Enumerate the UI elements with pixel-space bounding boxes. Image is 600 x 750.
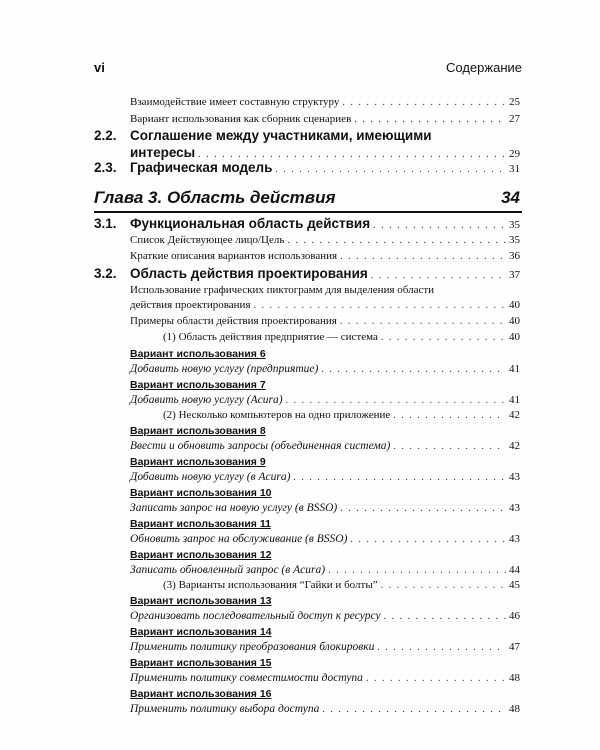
use-case-title: Обновить запрос на обслуживание (в BSSO) (130, 533, 348, 545)
section-title-line1: Соглашение между участниками, имеющими (130, 128, 432, 143)
leader-dots (381, 332, 506, 343)
toc-entry-page: 36 (509, 250, 520, 262)
use-case-page: 44 (509, 564, 520, 576)
toc-section-2-2[interactable] (0, 128, 600, 143)
leader-dots (384, 611, 506, 622)
toc-entry-page: 35 (509, 234, 520, 246)
leader-dots (198, 149, 506, 160)
use-case-number: Вариант использования 10 (130, 487, 272, 499)
toc-entry[interactable] (0, 315, 600, 327)
use-case-page: 48 (509, 672, 520, 684)
toc-entry-title: (2) Несколько компьютеров на одно приложение (163, 409, 391, 421)
toc-entry-title: Вариант использования как сборник сценариев (130, 113, 352, 125)
toc-entry-page: 27 (509, 113, 520, 125)
leader-dots (340, 503, 506, 514)
use-case-page: 42 (509, 440, 520, 452)
use-case-number: Вариант использования 9 (130, 456, 266, 468)
use-case-label (0, 595, 600, 607)
leader-dots (321, 364, 506, 375)
chapter-title: Глава 3. Область действия (94, 188, 336, 207)
use-case-page: 43 (509, 533, 520, 545)
use-case-label (0, 348, 600, 360)
toc-entry-page: 40 (509, 299, 520, 311)
use-case-number: Вариант использования 16 (130, 688, 272, 700)
use-case-title: Записать обновленный запрос (в Acura) (130, 564, 326, 576)
use-case-entry[interactable] (0, 703, 600, 715)
use-case-title: Организовать последовательный доступ к ресурсу (130, 610, 381, 622)
leader-dots (350, 534, 506, 545)
use-case-page: 41 (509, 363, 520, 375)
section-number: 2.2. (94, 128, 117, 143)
leader-dots (322, 704, 506, 715)
leader-dots (373, 220, 506, 231)
use-case-label (0, 657, 600, 669)
toc-entry[interactable] (0, 331, 600, 343)
use-case-title: Добавить новую услугу (предприятие) (130, 363, 319, 375)
leader-dots (287, 235, 506, 246)
use-case-entry[interactable] (0, 363, 600, 375)
leader-dots (377, 642, 506, 653)
leader-dots (393, 410, 506, 421)
section-page: 29 (509, 148, 520, 160)
section-number: 3.2. (94, 266, 117, 281)
toc-entry[interactable] (0, 96, 600, 108)
toc-entry-title: Примеры области действия проектирования (130, 315, 337, 327)
toc-entry-title: Взаимодействие имеет составную структуру (130, 96, 340, 108)
use-case-number: Вариант использования 8 (130, 425, 266, 437)
toc-entry-title: Использование графических пиктограмм для выделения области (130, 284, 435, 296)
use-case-entry[interactable] (0, 394, 600, 406)
use-case-page: 43 (509, 502, 520, 514)
use-case-number: Вариант использования 15 (130, 657, 272, 669)
use-case-title: Применить политику совместимости доступа (130, 672, 363, 684)
use-case-title: Применить политику выбора доступа (130, 703, 320, 715)
toc-entry[interactable] (0, 250, 600, 262)
toc-section-3-1[interactable] (0, 216, 600, 231)
leader-dots (354, 114, 506, 125)
toc-entry-title: действия проектирования (130, 299, 251, 311)
use-case-entry[interactable] (0, 564, 600, 576)
toc-section-3-2[interactable] (0, 266, 600, 281)
section-page: 37 (509, 269, 520, 281)
chapter-page: 34 (501, 188, 520, 207)
use-case-entry[interactable] (0, 440, 600, 452)
section-page: 31 (509, 163, 520, 175)
use-case-page: 47 (509, 641, 520, 653)
leader-dots (340, 316, 506, 327)
toc-entry[interactable] (0, 284, 600, 296)
use-case-title: Применить политику преобразования блокировки (130, 641, 375, 653)
use-case-title: Добавить новую услугу (в Acura) (130, 471, 291, 483)
section-page: 35 (509, 219, 520, 231)
toc-entry-page: 42 (509, 409, 520, 421)
toc-section-2-2-cont[interactable] (0, 145, 600, 160)
toc-entry-title: Краткие описания вариантов использования (130, 250, 338, 262)
use-case-number: Вариант использования 14 (130, 626, 272, 638)
toc-entry-title: Список Действующее лицо/Цель (130, 234, 285, 246)
use-case-label (0, 549, 600, 561)
use-case-label (0, 518, 600, 530)
use-case-number: Вариант использования 6 (130, 348, 266, 360)
section-title: Графическая модель (130, 160, 273, 175)
toc-entry-page: 25 (509, 96, 520, 108)
use-case-entry[interactable] (0, 533, 600, 545)
toc-entry[interactable] (0, 579, 600, 591)
leader-dots (328, 565, 506, 576)
leader-dots (393, 441, 506, 452)
toc-entry-cont[interactable] (0, 299, 600, 311)
toc-entry-page: 40 (509, 315, 520, 327)
leader-dots (342, 97, 506, 108)
section-number: 3.1. (94, 216, 117, 231)
chapter-rule (94, 211, 522, 213)
use-case-label (0, 487, 600, 499)
section-title: Функциональная область действия (130, 216, 371, 231)
running-title: Содержание (446, 60, 522, 75)
use-case-page: 48 (509, 703, 520, 715)
leader-dots (254, 300, 506, 311)
use-case-entry[interactable] (0, 610, 600, 622)
leader-dots (275, 164, 506, 175)
use-case-title: Добавить новую услугу (Acura) (130, 394, 283, 406)
running-page-number: vi (94, 60, 105, 75)
use-case-label (0, 688, 600, 700)
use-case-page: 43 (509, 471, 520, 483)
use-case-entry[interactable] (0, 641, 600, 653)
toc-entry-title: (3) Варианты использования “Гайки и болты” (163, 579, 378, 591)
leader-dots (381, 580, 506, 591)
use-case-number: Вариант использования 13 (130, 595, 272, 607)
use-case-label (0, 425, 600, 437)
use-case-label (0, 456, 600, 468)
toc-entry[interactable] (0, 409, 600, 421)
chapter-heading[interactable] (94, 188, 520, 208)
use-case-entry[interactable] (0, 471, 600, 483)
toc-entry-page: 45 (509, 579, 520, 591)
use-case-label (0, 379, 600, 391)
leader-dots (371, 270, 506, 281)
toc-entry-page: 40 (509, 331, 520, 343)
use-case-title: Ввести и обновить запросы (объединенная система) (130, 440, 391, 452)
toc-section-2-3[interactable] (0, 160, 600, 175)
toc-entry[interactable] (0, 113, 600, 125)
use-case-title: Записать запрос на новую услугу (в BSSO) (130, 502, 338, 514)
leader-dots (366, 673, 506, 684)
use-case-number: Вариант использования 7 (130, 379, 266, 391)
use-case-number: Вариант использования 11 (130, 518, 271, 530)
use-case-number: Вариант использования 12 (130, 549, 272, 561)
section-title-line2: интересы (130, 145, 196, 160)
use-case-entry[interactable] (0, 672, 600, 684)
use-case-page: 41 (509, 394, 520, 406)
use-case-label (0, 626, 600, 638)
leader-dots (340, 251, 506, 262)
section-number: 2.3. (94, 160, 117, 175)
toc-entry[interactable] (0, 234, 600, 246)
leader-dots (293, 472, 506, 483)
section-title: Область действия проектирования (130, 266, 368, 281)
use-case-entry[interactable] (0, 502, 600, 514)
use-case-page: 46 (509, 610, 520, 622)
leader-dots (286, 395, 506, 406)
toc-entry-title: (1) Область действия предприятие — система (163, 331, 378, 343)
